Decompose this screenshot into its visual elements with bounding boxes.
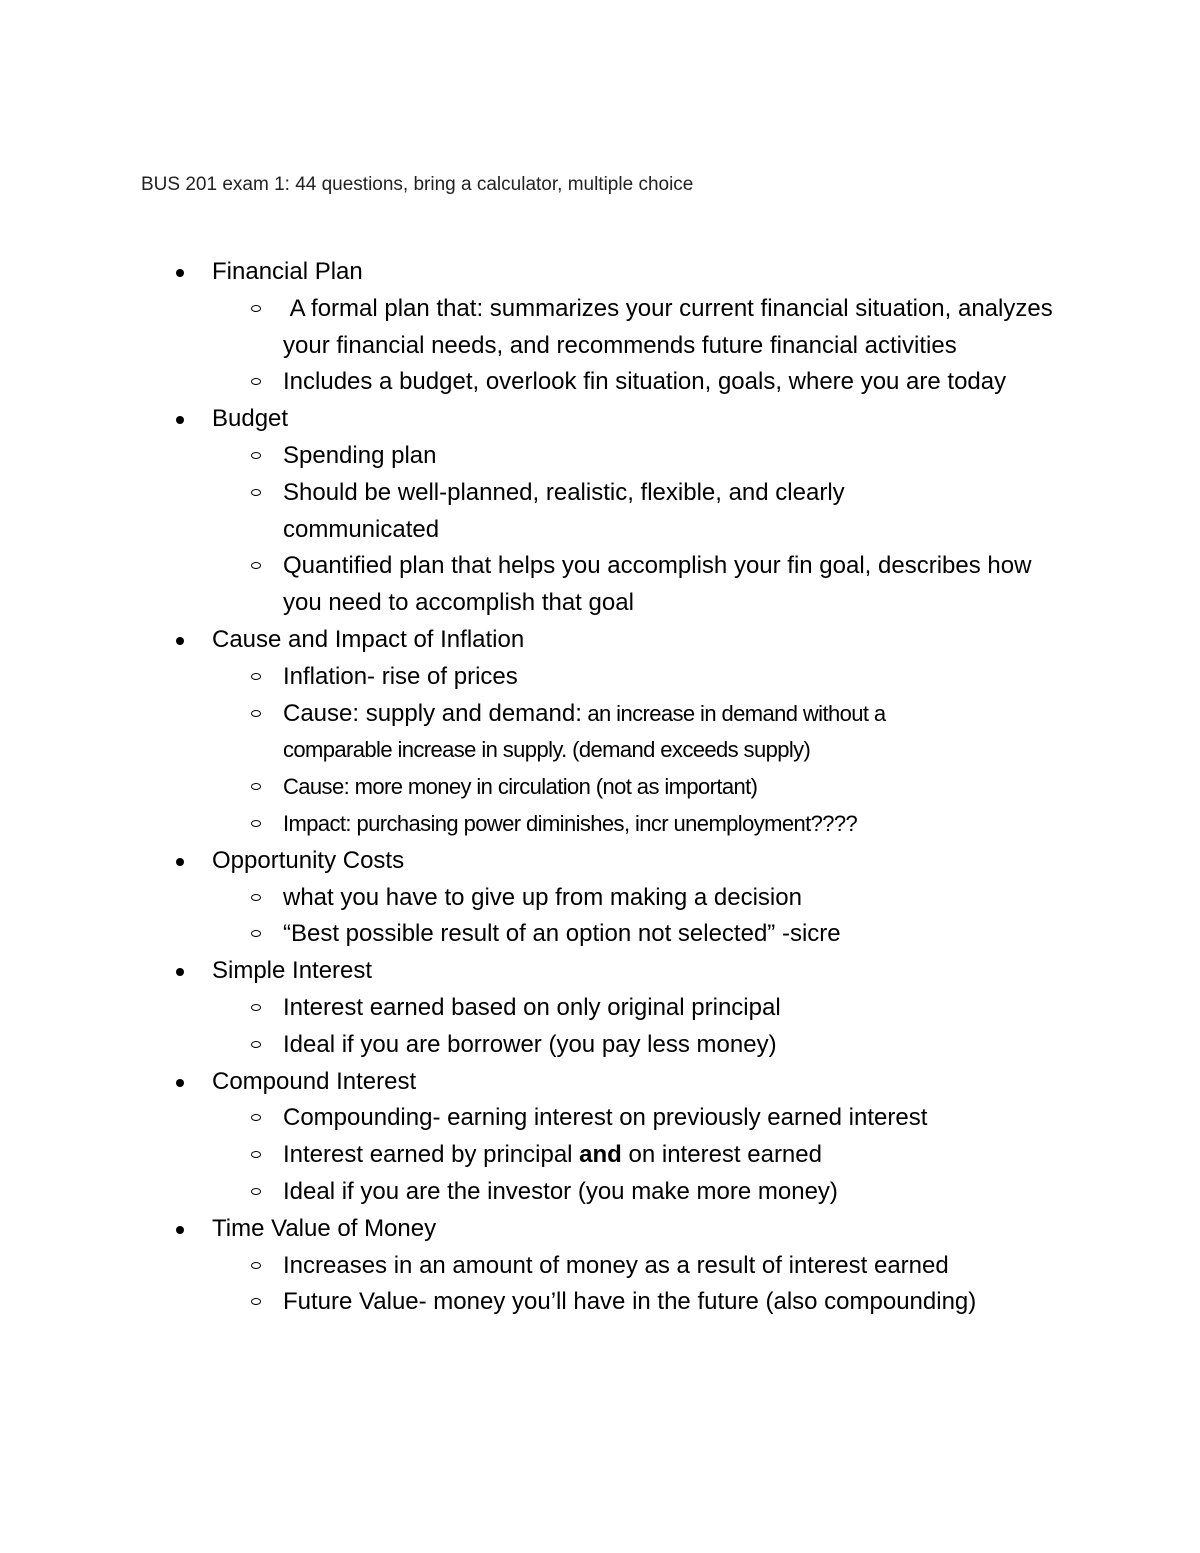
list-item	[212, 990, 1063, 1027]
list-item	[212, 880, 1063, 917]
list-item	[212, 1100, 1063, 1137]
topic-inflation	[0, 622, 1072, 843]
topic-title: Compound Interest	[212, 1067, 417, 1095]
item-text: Ideal if you are the investor (you make more money)	[283, 1177, 838, 1205]
bullet-icon	[176, 269, 184, 277]
list-item	[212, 364, 1063, 401]
topic-title: Budget	[212, 405, 289, 433]
topic-title: Cause and Impact of Inflation	[212, 625, 525, 653]
bullet-icon	[176, 858, 184, 866]
topic-title: Simple Interest	[212, 957, 373, 985]
page-header: BUS 201 exam 1: 44 questions, bring a calculator, multiple choice	[141, 174, 694, 195]
notes-outline	[0, 254, 1200, 1321]
list-item	[212, 475, 923, 549]
item-text: Should be well-planned, realistic, flexible, and clearly communicated	[283, 478, 845, 543]
circle-bullet-icon	[251, 1114, 261, 1121]
sub-list	[212, 438, 1072, 622]
bullet-icon	[176, 1226, 184, 1234]
circle-bullet-icon	[251, 894, 261, 901]
item-text: Spending plan	[283, 441, 437, 469]
item-detail: an increase in demand without a comparable increase in supply. (demand exceeds supply)	[283, 700, 892, 763]
list-item	[212, 1248, 1083, 1285]
sub-list	[212, 880, 1072, 954]
circle-bullet-icon	[251, 378, 261, 385]
topic-simple-interest	[0, 953, 1072, 1063]
circle-bullet-icon	[251, 1151, 261, 1158]
item-text: Includes a budget, overlook fin situation, goals, where you are today	[283, 368, 1007, 396]
topic-opportunity-costs	[0, 843, 1072, 953]
list-item	[212, 438, 1063, 475]
list-item	[212, 1027, 1063, 1064]
list-item	[212, 1174, 1063, 1211]
circle-bullet-icon	[251, 1298, 261, 1305]
sub-list	[212, 659, 1072, 843]
topic-time-value-of-money	[0, 1211, 1072, 1321]
circle-bullet-icon	[251, 783, 261, 790]
bullet-icon	[176, 637, 184, 645]
item-text: Future Value- money you’ll have in the future (also compounding)	[283, 1288, 977, 1316]
item-text: “Best possible result of an option not selected” -sicre	[283, 920, 841, 948]
sub-list	[212, 1248, 1072, 1322]
item-text: Cause: supply and demand:	[283, 699, 582, 727]
item-text: A formal plan that: summarizes your current financial situation, analyzes your financial needs, and recommends future financial activities	[283, 294, 1060, 359]
bullet-icon	[176, 416, 184, 424]
item-text: Ideal if you are borrower (you pay less money)	[283, 1030, 777, 1058]
bullet-icon	[176, 968, 184, 976]
circle-bullet-icon	[251, 1262, 261, 1269]
list-item	[212, 769, 1063, 806]
item-text: Cause: more money in circulation (not as important)	[283, 774, 758, 800]
emphasis-text: and	[579, 1141, 622, 1169]
item-text: Interest earned based on only original principal	[283, 993, 781, 1021]
circle-bullet-icon	[251, 930, 261, 937]
item-text: Impact: purchasing power diminishes, incr unemployment????	[283, 810, 858, 836]
circle-bullet-icon	[251, 452, 261, 459]
list-item	[212, 548, 1063, 622]
sub-list	[212, 1100, 1072, 1210]
topic-title: Time Value of Money	[212, 1214, 437, 1242]
item-text: Quantified plan that helps you accomplish your fin goal, describes how you need to accomplish that goal	[283, 552, 1032, 617]
circle-bullet-icon	[251, 1041, 261, 1048]
sub-list	[212, 291, 1072, 401]
topic-budget	[0, 401, 1072, 622]
bullet-icon	[176, 1079, 184, 1087]
topic-title: Financial Plan	[212, 258, 363, 285]
list-item	[212, 659, 1063, 696]
circle-bullet-icon	[251, 673, 261, 680]
list-item	[212, 696, 983, 770]
item-text: Interest earned by principal	[283, 1141, 580, 1169]
topic-financial-plan	[0, 254, 1072, 401]
topic-title: Opportunity Costs	[212, 846, 405, 874]
circle-bullet-icon	[251, 305, 261, 312]
list-item	[212, 916, 1063, 953]
sub-list	[212, 990, 1072, 1064]
circle-bullet-icon	[251, 1004, 261, 1011]
item-text: Inflation- rise of prices	[283, 662, 518, 690]
circle-bullet-icon	[251, 562, 261, 569]
item-text: what you have to give up from making a decision	[283, 883, 802, 911]
list-item	[212, 291, 1063, 365]
circle-bullet-icon	[251, 710, 261, 717]
circle-bullet-icon	[251, 1188, 261, 1195]
topic-compound-interest	[0, 1064, 1072, 1211]
circle-bullet-icon	[251, 820, 261, 827]
list-item	[212, 806, 1063, 843]
circle-bullet-icon	[251, 489, 261, 496]
item-tail: on interest earned	[621, 1141, 822, 1169]
list-item	[212, 1137, 1063, 1174]
list-item	[212, 1284, 1083, 1321]
item-text: Increases in an amount of money as a result of interest earned	[283, 1251, 949, 1279]
item-text: Compounding- earning interest on previously earned interest	[283, 1104, 928, 1132]
